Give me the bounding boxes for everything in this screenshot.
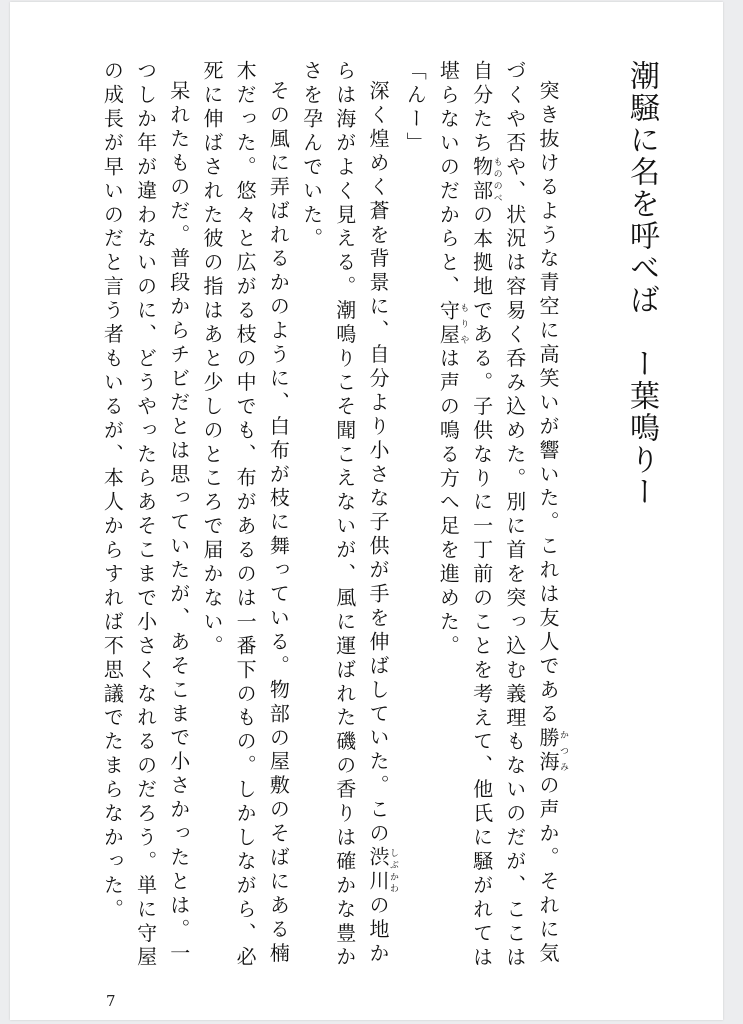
text-run: は声の鳴る方へ足を進めた。: [436, 347, 461, 659]
body-text: [88, 60, 568, 990]
paragraph: [398, 60, 431, 990]
text-run: これは友人である: [536, 535, 560, 727]
text-run: の声か。それに気づくや否や、状況は容易く呑み込めた。: [502, 60, 560, 967]
furigana-word: 勝海かつみ: [536, 726, 568, 775]
page-number: 7: [106, 992, 116, 1010]
text-run: 呆れたものだ。普段からチビだとは思っていたが、あそこまで小さかったとは。一つしか年が違わないのに、どうやったらあそこまで小さくなれるのだろう。単に守屋の成長が早いのだと言う者もいるが、本人からすれば不思議でたまらなかった。: [100, 60, 191, 971]
furigana-word: 物部もののべ: [469, 155, 502, 204]
text-run: その風に弄ばれるかのように、白布が枝に舞っている。物部の屋敷のそばにある楠木だった。悠々と広がる枝の中でも、布があるのは一番下のもの。しかしながら、必死に伸ばされた彼の指はあと少しのところで届かない。: [199, 60, 291, 971]
paragraph: [431, 60, 568, 990]
text-run: 突き抜けるような青空に高笑いが響いた。: [536, 80, 560, 536]
chapter-title: 潮騒に名を呼べば ー葉鳴りー: [624, 60, 659, 508]
text-run: 深く煌めく蒼を背景に、自分より小さな子供が手を伸ばしていた。: [365, 80, 390, 799]
book-page: [10, 2, 723, 1020]
text-run: この: [365, 798, 390, 847]
paragraph: [195, 60, 295, 990]
furigana-word: 守屋もりや: [436, 299, 469, 348]
paragraph: [294, 60, 398, 990]
text-run: の地からは海がよく見える。潮鳴りこそ聞こえないが、風に運ばれた磯の香りは確かな豊かさを孕んでいた。: [299, 60, 390, 971]
furigana-word: 渋川しぶかわ: [365, 846, 398, 895]
text-run: の本拠地である。子供なりに一丁前のことを考えて、他氏に騒がれては堪らないのだからと、: [436, 60, 494, 971]
text-run: 別に首を突っ込む義理もないのだが、ここは自分たち: [469, 60, 527, 971]
text-run: 「んー」: [403, 60, 428, 156]
paragraph: [95, 60, 195, 990]
